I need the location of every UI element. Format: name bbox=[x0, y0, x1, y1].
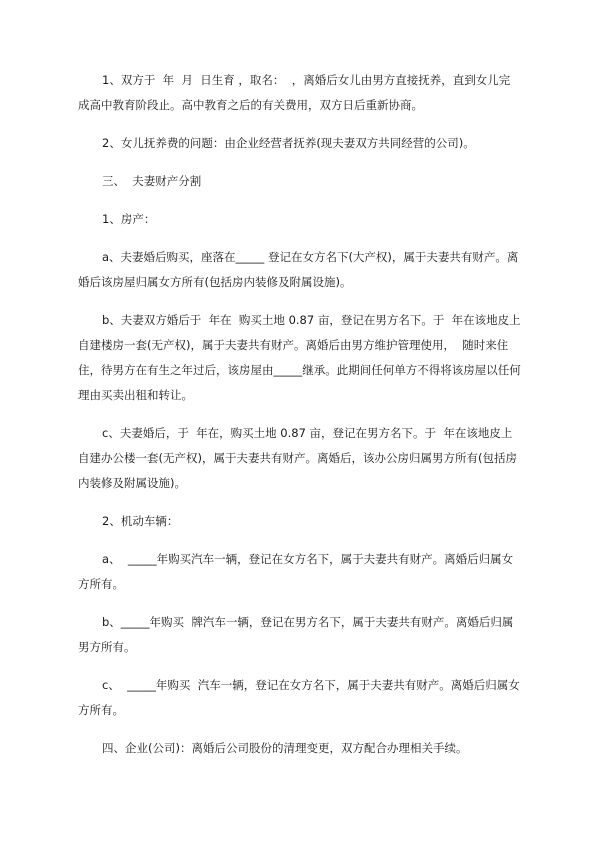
paragraph-child-support: 2、女儿抚养费的问题：由企业经营者抚养(现夫妻双方共同经营的公司)。 bbox=[102, 136, 475, 150]
paragraph-real-estate-b: b、夫妻双方婚后于 年在 购买土地 0.87 亩，登记在男方名下。于 年在该地皮上自建楼房一套(无产权)，属于夫妻共有财产。离婚后由男方维护管理使用， 随时来住住，待男方在有生之年过后，该房屋由_____继承。此期间任何单方不得将该房屋以任何理由买卖出租和转让。 bbox=[78, 313, 521, 402]
paragraph-vehicle-b: b、_____年购买 牌汽车一辆，登记在男方名下，属于夫妻共有财产。离婚后归属男方所有。 bbox=[78, 615, 514, 654]
paragraph-real-estate-c: c、夫妻婚后，于 年在，购买土地 0.87 亩，登记在男方名下。于 年在该地皮上自建办公楼一套(无产权)，属于夫妻共有财产。离婚后，该办公房归属男方所有(包括房内装修及附属设施)。 bbox=[78, 426, 517, 490]
paragraph-vehicle-c: c、 _____年购买 汽车一辆，登记在女方名下，属于夫妻共有财产。离婚后归属女方所有。 bbox=[78, 678, 520, 717]
paragraph-real-estate-a: a、夫妻婚后购买，座落在_____ 登记在女方名下(大产权)，属于夫妻共有财产。离婚后该房屋归属女方所有(包括房内装修及附属设施)。 bbox=[78, 250, 519, 289]
paragraph-vehicle-a: a、 _____年购买汽车一辆，登记在女方名下，属于夫妻共有财产。离婚后归属女方所有。 bbox=[78, 552, 514, 591]
subheading-vehicles: 2、机动车辆： bbox=[102, 514, 179, 528]
section-heading-property-division: 三、 夫妻财产分割 bbox=[102, 174, 202, 188]
paragraph-child-custody: 1、双方于 年 月 日生育 ，取名： ，离婚后女儿由男方直接抚养，直到女儿完成高中教育阶段止。高中教育之后的有关费用，双方日后重新协商。 bbox=[78, 73, 511, 112]
subheading-real-estate: 1、房产： bbox=[102, 212, 156, 226]
section-heading-enterprise: 四、企业(公司)：离婚后公司股份的清理变更，双方配合办理相关手续。 bbox=[102, 741, 468, 755]
